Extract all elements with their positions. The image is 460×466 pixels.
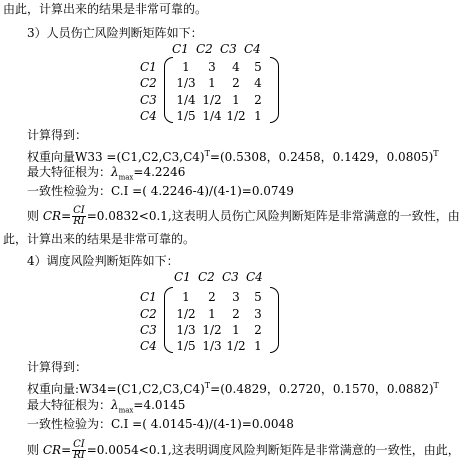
transpose-mark: T — [433, 149, 439, 158]
weight-vector-expr: W33 =(C1,C2,C3,C4) — [75, 150, 205, 164]
paragraph-end: 由此，计算出来的结果是非常可靠的。 — [3, 2, 208, 16]
matrix-3-cell: 5 — [254, 60, 262, 74]
cr-fraction — [72, 206, 86, 227]
matrix-3-cell: 4 — [232, 60, 240, 74]
matrix-4-col-header: C1 — [174, 270, 191, 284]
matrix-4-right-bracket — [270, 287, 279, 353]
matrix-4-cell: 1 — [232, 323, 240, 337]
eigenvalue-value: =4.0145 — [133, 398, 186, 412]
transpose-mark: T — [204, 149, 210, 158]
cr-continuation: 此，计算出来的结果是非常可靠的。 — [3, 232, 196, 246]
matrix-4-cell: 1 — [208, 307, 216, 321]
matrix-3-cell: 1 — [232, 93, 240, 107]
section-3-heading: 3）人员伤亡风险判断矩阵如下： — [27, 26, 203, 40]
matrix-3-row-header: C4 — [140, 109, 157, 123]
matrix-3-col-header: C3 — [220, 42, 237, 56]
matrix-3-col-header: C2 — [196, 42, 213, 56]
matrix-3-cell: 1/5 — [176, 109, 196, 123]
section-4-heading: 4）调度风险判断矩阵如下： — [27, 254, 179, 268]
matrix-3-left-bracket — [164, 57, 173, 123]
cr-prefix: 则 — [27, 209, 40, 223]
matrix-3-row-header: C3 — [140, 93, 157, 107]
matrix-3-cell: 1/4 — [202, 109, 222, 123]
consistency-expr: C.I =( 4.0145-4)/(4-1)=0.0048 — [111, 417, 294, 431]
matrix-3-cell: 2 — [232, 76, 240, 90]
weight-vector-expr: :W34=(C1,C2,C3,C4) — [75, 382, 205, 396]
matrix-3-col-header: C1 — [172, 42, 189, 56]
matrix-4-row-header: C4 — [140, 339, 157, 353]
weight-vector-line — [27, 146, 439, 165]
weight-vector-line — [27, 378, 439, 397]
cr-result: =0.0832<0.1,这表明人员伤亡风险判断矩阵是非常满意的一致性，由 — [86, 209, 460, 223]
matrix-3-cell: 1 — [208, 76, 216, 90]
matrix-4-cell: 3 — [232, 290, 240, 304]
matrix-3-cell: 1/2 — [202, 93, 222, 107]
cr-line — [27, 438, 460, 462]
cr-denominator: RI — [73, 216, 85, 227]
matrix-3-row-header: C2 — [140, 76, 157, 90]
cr-fraction — [72, 440, 86, 461]
matrix-4-cell: 1/3 — [176, 323, 196, 337]
matrix-4-row-header: C1 — [140, 290, 157, 304]
calc-label: 计算得到： — [27, 128, 88, 142]
matrix-4-cell: 2 — [254, 323, 262, 337]
matrix-4-cell: 5 — [254, 290, 262, 304]
eigenvalue-value: =4.2246 — [133, 165, 186, 179]
matrix-4-cell: 1/2 — [176, 307, 196, 321]
matrix-4-cell: 3 — [254, 307, 262, 321]
calc-label: 计算得到： — [27, 360, 88, 374]
cr-equals: = — [61, 209, 72, 223]
matrix-3-cell: 1/4 — [176, 93, 196, 107]
consistency-line — [27, 184, 294, 199]
matrix-4-cell: 1/3 — [202, 339, 222, 353]
matrix-3-right-bracket — [270, 57, 279, 123]
matrix-3-cell: 3 — [208, 60, 216, 74]
matrix-3-col-header: C4 — [244, 42, 261, 56]
cr-prefix: 则 — [27, 443, 40, 457]
matrix-3-cell: 1 — [182, 60, 190, 74]
eigenvalue-label: 最大特征根为： — [27, 165, 112, 179]
cr-result: =0.0054<0.1,这表明调度风险判断矩阵是非常满意的一致性，由此， — [86, 443, 460, 457]
weight-vector-label: 权重向量 — [27, 382, 76, 396]
weight-vector-label: 权重向量 — [27, 150, 76, 164]
matrix-4-col-header: C4 — [246, 270, 263, 284]
weight-vector-value: =(0.4829，0.2720，0.1570，0.0882) — [210, 382, 434, 396]
consistency-label: 一致性检验为： — [27, 417, 112, 431]
matrix-3-cell: 1/3 — [176, 76, 196, 90]
matrix-4-cell: 1/2 — [226, 339, 246, 353]
matrix-4-row-header: C3 — [140, 323, 157, 337]
cr-symbol: CR — [42, 443, 62, 457]
matrix-3-cell: 4 — [254, 76, 262, 90]
matrix-4-cell: 1 — [254, 339, 262, 353]
matrix-4 — [130, 270, 290, 354]
matrix-3-cell: 2 — [254, 93, 262, 107]
lambda-symbol: λ — [111, 398, 119, 412]
cr-numerator: CI — [73, 439, 85, 450]
matrix-3-row-header: C1 — [140, 60, 157, 74]
matrix-4-left-bracket — [164, 287, 173, 353]
matrix-4-col-header: C3 — [222, 270, 239, 284]
weight-vector-value: =(0.5308，0.2458，0.1429，0.0805) — [209, 150, 434, 164]
matrix-3 — [130, 42, 290, 124]
consistency-label: 一致性检验为： — [27, 184, 112, 198]
matrix-4-cell: 2 — [232, 307, 240, 321]
cr-symbol: CR — [42, 209, 62, 223]
cr-line — [27, 204, 460, 228]
lambda-subscript: max — [118, 173, 134, 182]
matrix-4-col-header: C2 — [198, 270, 215, 284]
matrix-4-cell: 1 — [182, 290, 190, 304]
lambda-subscript: max — [118, 406, 134, 415]
transpose-mark: T — [204, 381, 211, 390]
matrix-4-cell: 1/5 — [176, 339, 196, 353]
cr-denominator: RI — [73, 450, 85, 461]
matrix-4-row-header: C2 — [140, 307, 157, 321]
eigenvalue-label: 最大特征根为： — [27, 398, 112, 412]
matrix-3-cell: 1 — [254, 109, 262, 123]
consistency-expr: C.I =( 4.2246-4)/(4-1)=0.0749 — [111, 184, 294, 198]
lambda-symbol: λ — [111, 165, 119, 179]
matrix-3-cell: 1/2 — [226, 109, 246, 123]
matrix-4-cell: 2 — [208, 290, 216, 304]
matrix-4-cell: 1/2 — [202, 323, 222, 337]
cr-numerator: CI — [73, 205, 85, 216]
transpose-mark: T — [433, 381, 439, 390]
eigenvalue-line — [27, 398, 185, 418]
eigenvalue-line — [27, 165, 185, 185]
consistency-line — [27, 417, 294, 432]
cr-equals: = — [61, 443, 72, 457]
